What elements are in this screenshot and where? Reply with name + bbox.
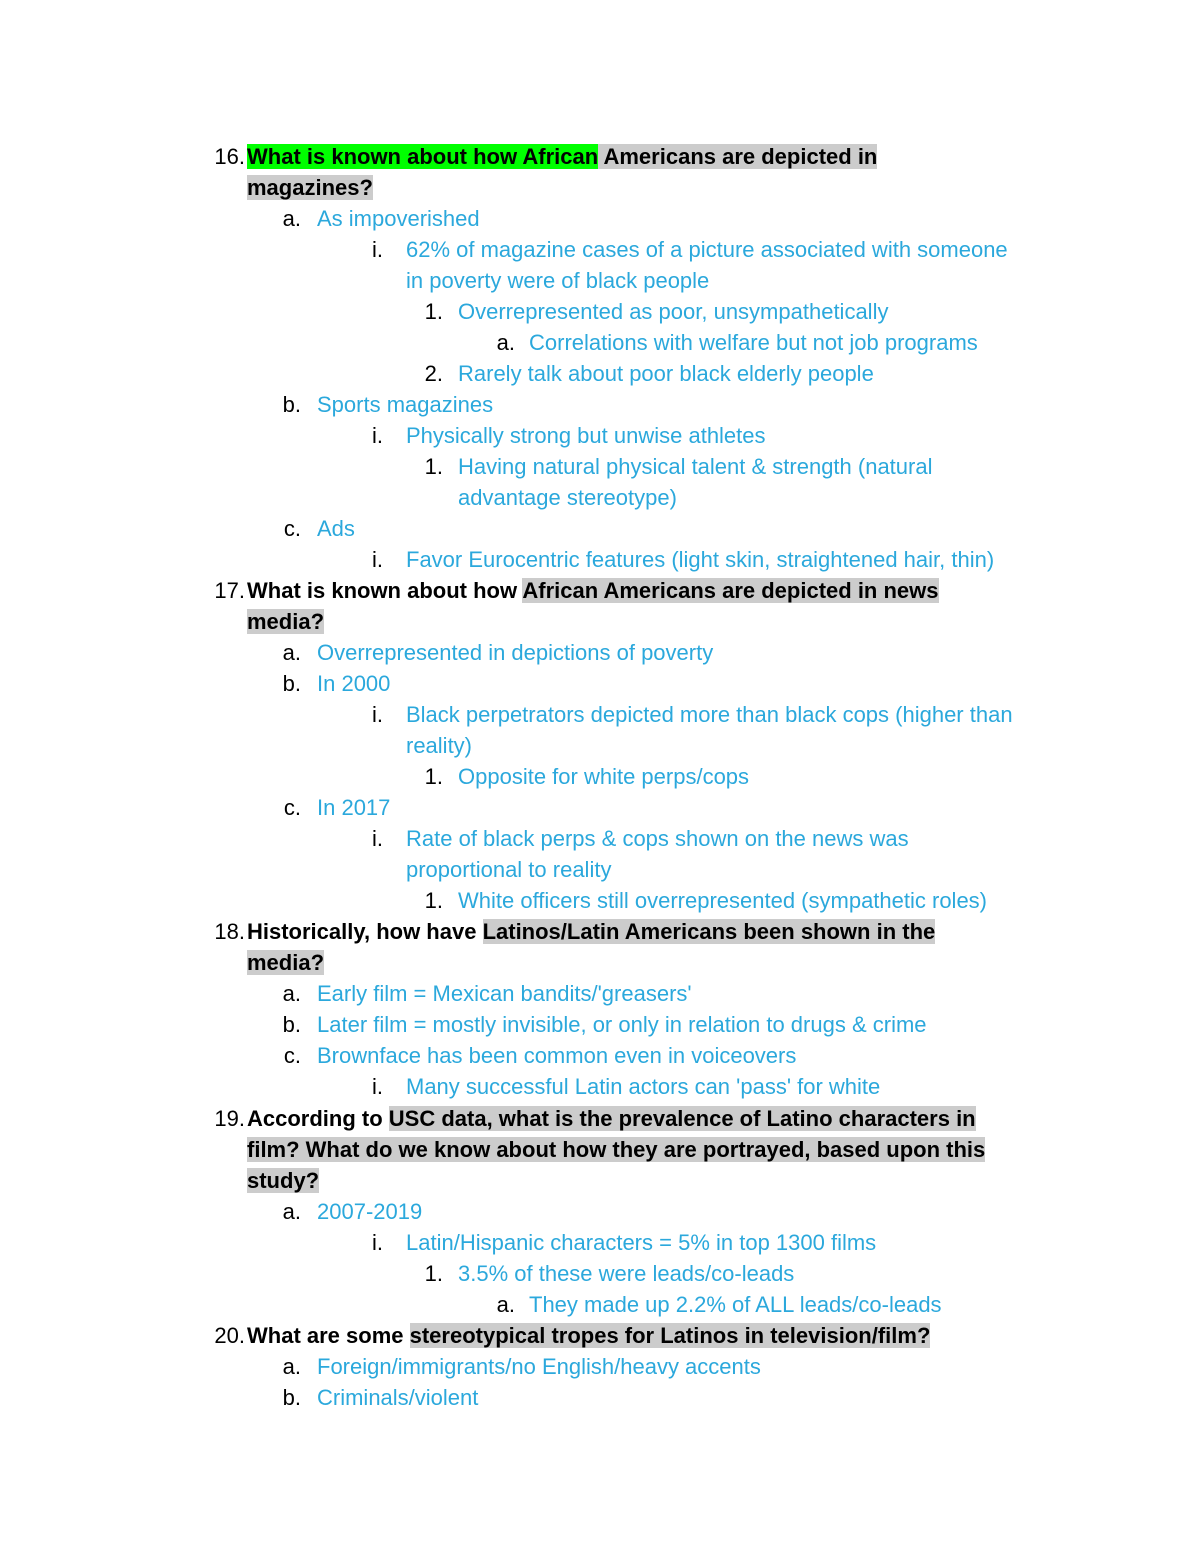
answer-text: As impoverished	[317, 206, 480, 231]
question-number: 20.	[214, 1323, 245, 1348]
highlight-gray: study?	[247, 1168, 320, 1193]
answer-text: Later film = mostly invisible, or only in relation to drugs & crime	[317, 1012, 927, 1037]
list-marker: 1.	[424, 1261, 443, 1286]
question-text: Historically, how have Latinos/Latin Americans been shown in the	[247, 919, 936, 944]
list-item-continuation	[0, 730, 1200, 761]
question-text: According to USC data, what is the prevalence of Latino characters in	[247, 1106, 976, 1131]
answer-text: Physically strong but unwise athletes	[406, 423, 766, 448]
list-item	[0, 451, 1200, 482]
question-18-line-1	[0, 916, 1200, 947]
answer-text: Overrepresented in depictions of poverty	[317, 640, 714, 665]
list-marker: 1.	[424, 299, 443, 324]
list-marker: a.	[496, 330, 515, 355]
list-item	[0, 1196, 1200, 1227]
question-text	[247, 1165, 319, 1196]
list-item	[0, 637, 1200, 668]
list-item	[0, 792, 1200, 823]
question-number: 18.	[214, 919, 245, 944]
list-item	[0, 203, 1200, 234]
answer-text: 3.5% of these were leads/co-leads	[458, 1261, 795, 1286]
answer-text: proportional to reality	[406, 857, 612, 882]
list-marker: 1.	[424, 888, 443, 913]
highlight-green: What is known about how African	[247, 144, 599, 169]
list-marker: b.	[282, 671, 301, 696]
list-item	[0, 296, 1200, 327]
list-marker: b.	[282, 392, 301, 417]
list-item	[0, 668, 1200, 699]
answer-text: Ads	[317, 516, 355, 541]
list-item	[0, 1351, 1200, 1382]
list-marker: 1.	[424, 454, 443, 479]
list-item	[0, 823, 1200, 854]
list-item-continuation	[0, 265, 1200, 296]
answer-text: Criminals/violent	[317, 1385, 479, 1410]
list-item	[0, 420, 1200, 451]
answer-text: Early film = Mexican bandits/'greasers'	[317, 981, 692, 1006]
list-item	[0, 885, 1200, 916]
question-text	[247, 172, 373, 203]
list-item	[0, 358, 1200, 389]
highlight-gray: USC data, what is the prevalence of Latino characters in	[388, 1106, 976, 1131]
list-item	[0, 327, 1200, 358]
answer-text: Having natural physical talent & strength (natural	[458, 454, 933, 479]
question-text	[247, 1134, 985, 1165]
list-item	[0, 234, 1200, 265]
answer-text: White officers still overrepresented (sympathetic roles)	[458, 888, 988, 913]
question-20-line-1	[0, 1320, 1200, 1351]
list-item	[0, 1040, 1200, 1071]
answer-text: Sports magazines	[317, 392, 494, 417]
question-text	[247, 141, 877, 172]
answer-text: Many successful Latin actors can 'pass' for white	[406, 1074, 881, 1099]
question-16-line-2	[0, 172, 1200, 203]
list-marker: a.	[282, 206, 301, 231]
highlight-gray: media?	[247, 950, 325, 975]
list-item-continuation	[0, 482, 1200, 513]
question-19-line-1	[0, 1103, 1200, 1134]
list-item	[0, 513, 1200, 544]
question-text: What are some stereotypical tropes for Latinos in television/film?	[247, 1323, 931, 1348]
answer-text: Rate of black perps & cops shown on the news was	[406, 826, 909, 851]
question-16-line-1	[0, 141, 1200, 172]
highlight-gray: Latinos/Latin Americans been shown in the	[482, 919, 936, 944]
answer-text: reality)	[406, 733, 473, 758]
question-18-line-2	[0, 947, 1200, 978]
list-item	[0, 1009, 1200, 1040]
question-text	[247, 947, 324, 978]
answer-text: advantage stereotype)	[458, 485, 677, 510]
list-item-continuation	[0, 854, 1200, 885]
answer-text: 2007-2019	[317, 1199, 423, 1224]
list-marker: a.	[282, 1354, 301, 1379]
answer-text: 62% of magazine cases of a picture associated with someone	[406, 237, 1008, 262]
list-marker: c.	[283, 795, 301, 820]
list-marker: a.	[282, 640, 301, 665]
question-19-line-3	[0, 1165, 1200, 1196]
question-text	[247, 606, 324, 637]
list-marker: i.	[372, 826, 383, 851]
list-item	[0, 389, 1200, 420]
question-17-line-1	[0, 575, 1200, 606]
question-19-line-2	[0, 1134, 1200, 1165]
list-marker: i.	[372, 237, 383, 262]
answer-text: Rarely talk about poor black elderly people	[458, 361, 874, 386]
list-item	[0, 761, 1200, 792]
list-item	[0, 1258, 1200, 1289]
list-marker: a.	[496, 1292, 515, 1317]
answer-text: Brownface has been common even in voiceovers	[317, 1043, 797, 1068]
list-marker: 1.	[424, 764, 443, 789]
answer-text: Overrepresented as poor, unsympathetically	[458, 299, 889, 324]
list-item	[0, 1289, 1200, 1320]
list-item	[0, 699, 1200, 730]
highlight-gray: Americans are depicted in	[598, 144, 878, 169]
answer-text: Opposite for white perps/cops	[458, 764, 750, 789]
answer-text: in poverty were of black people	[406, 268, 710, 293]
answer-text: Correlations with welfare but not job programs	[529, 330, 978, 355]
answer-text: Foreign/immigrants/no English/heavy accents	[317, 1354, 761, 1379]
question-number: 17.	[214, 578, 245, 603]
answer-text: Black perpetrators depicted more than black cops (higher than	[406, 702, 1013, 727]
answer-text: In 2017	[317, 795, 391, 820]
question-number: 19.	[214, 1106, 245, 1131]
list-marker: 2.	[424, 361, 443, 386]
list-marker: i.	[372, 1230, 383, 1255]
highlight-gray: media?	[247, 609, 325, 634]
list-item	[0, 1227, 1200, 1258]
list-marker: i.	[372, 423, 383, 448]
question-number: 16.	[214, 144, 245, 169]
list-item	[0, 978, 1200, 1009]
question-17-line-2	[0, 606, 1200, 637]
list-marker: a.	[282, 981, 301, 1006]
answer-text: They made up 2.2% of ALL leads/co-leads	[529, 1292, 942, 1317]
highlight-gray: magazines?	[247, 175, 373, 200]
list-marker: a.	[282, 1199, 301, 1224]
list-marker: i.	[372, 1074, 383, 1099]
list-marker: c.	[283, 516, 301, 541]
answer-text: In 2000	[317, 671, 391, 696]
list-item	[0, 1382, 1200, 1413]
highlight-gray: stereotypical tropes for Latinos in television/film?	[409, 1323, 931, 1348]
list-marker: b.	[282, 1385, 301, 1410]
answer-text: Latin/Hispanic characters = 5% in top 1300 films	[406, 1230, 877, 1255]
answer-text: Favor Eurocentric features (light skin, straightened hair, thin)	[406, 547, 995, 572]
list-marker: c.	[283, 1043, 301, 1068]
question-text: What is known about how African Americans are depicted in news	[247, 578, 939, 603]
list-item	[0, 544, 1200, 575]
list-item	[0, 1071, 1200, 1102]
list-marker: i.	[372, 547, 383, 572]
list-marker: i.	[372, 702, 383, 727]
highlight-gray: African Americans are depicted in news	[522, 578, 939, 603]
list-marker: b.	[282, 1012, 301, 1037]
highlight-gray: film? What do we know about how they are portrayed, based upon this	[247, 1137, 986, 1162]
